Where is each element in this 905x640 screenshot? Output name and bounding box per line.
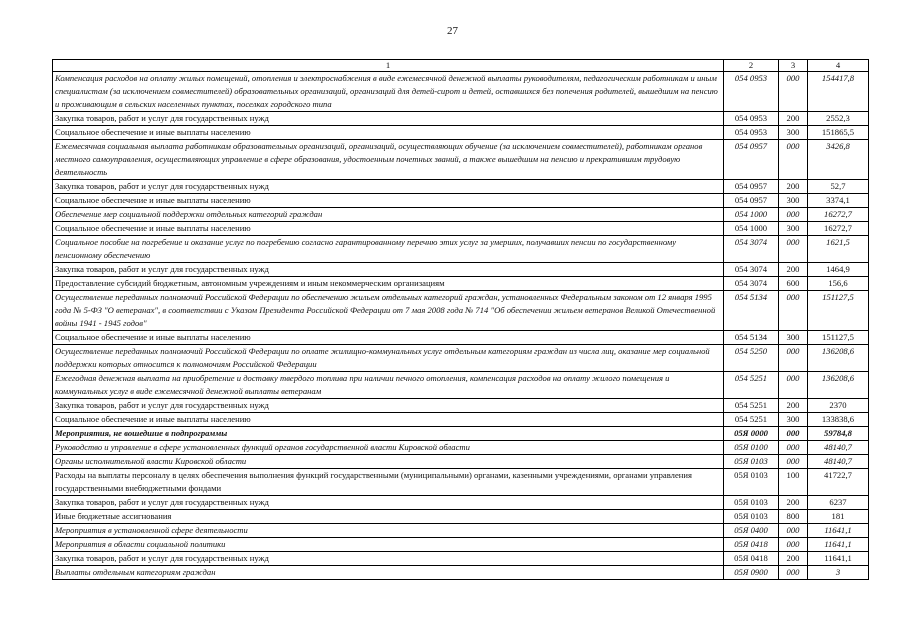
row-expense-type: 200 [779,263,808,277]
row-name: Социальное обеспечение и иные выплаты населению [53,194,724,208]
row-amount: 48140,7 [808,441,869,455]
row-expense-type: 200 [779,399,808,413]
row-amount: 11641,1 [808,538,869,552]
row-amount: 11641,1 [808,552,869,566]
row-expense-type: 000 [779,72,808,112]
table-row [53,277,869,291]
row-target-code: 054 3074 [724,277,779,291]
row-amount: 133838,6 [808,413,869,427]
table-row [53,140,869,180]
table-row [53,72,869,112]
row-name: Социальное пособие на погребение и оказание услуг по погребению согласно гарантированному перечню этих услуг за умерших, получавших пенсии по государственному пенсионному обеспечению [53,236,724,263]
row-expense-type: 000 [779,345,808,372]
table-row [53,469,869,496]
row-amount: 151127,5 [808,331,869,345]
row-target-code: 054 5134 [724,291,779,331]
row-expense-type: 000 [779,291,808,331]
table-row [53,455,869,469]
row-expense-type: 000 [779,427,808,441]
column-number-name: 1 [53,60,724,72]
row-expense-type: 300 [779,126,808,140]
row-target-code: 054 5251 [724,372,779,399]
column-number-expense-type: 3 [779,60,808,72]
budget-table [52,59,869,580]
row-target-code: 05Я 0418 [724,538,779,552]
row-amount: 2552,3 [808,112,869,126]
row-name: Обеспечение мер социальной поддержки отдельных категорий граждан [53,208,724,222]
column-number-amount: 4 [808,60,869,72]
row-target-code: 05Я 0100 [724,441,779,455]
row-amount: 2370 [808,399,869,413]
table-row [53,441,869,455]
row-expense-type: 200 [779,496,808,510]
row-target-code: 054 5134 [724,331,779,345]
table-row [53,126,869,140]
row-name: Руководство и управление в сфере установленных функций органов государственной власти Кировской области [53,441,724,455]
row-name: Закупка товаров, работ и услуг для государственных нужд [53,399,724,413]
row-expense-type: 000 [779,566,808,580]
row-expense-type: 000 [779,236,808,263]
row-name: Компенсация расходов на оплату жилых помещений, отопления и электроснабжения в виде ежемесячной денежной выплаты руководителям, педагогическим работникам и иным специалистам (за исключением совместителей) образовательных организаций, организаций для детей-сирот и детей, оставшихся без попечения родителей, вышедшим на пенсию и проживающим в сельских населенных пунктах, поселках городского типа [53,72,724,112]
row-expense-type: 800 [779,510,808,524]
row-name: Расходы на выплаты персоналу в целях обеспечения выполнения функций государственными (муниципальными) органами, казенными учреждениями, органами управления государственными внебюджетными фондами [53,469,724,496]
row-target-code: 054 0957 [724,180,779,194]
table-row [53,263,869,277]
row-expense-type: 200 [779,180,808,194]
row-target-code: 054 0953 [724,112,779,126]
row-expense-type: 600 [779,277,808,291]
row-amount: 48140,7 [808,455,869,469]
row-expense-type: 000 [779,140,808,180]
row-name: Мероприятия в области социальной политики [53,538,724,552]
row-amount: 3374,1 [808,194,869,208]
row-target-code: 054 0953 [724,72,779,112]
row-name: Социальное обеспечение и иные выплаты населению [53,331,724,345]
row-target-code: 05Я 0103 [724,455,779,469]
row-target-code: 054 0953 [724,126,779,140]
row-target-code: 05Я 0400 [724,524,779,538]
table-row [53,427,869,441]
row-name: Ежемесячная социальная выплата работникам образовательных организаций, организаций, осуществляющих обучение (за исключением совместителей), работникам органов местного самоуправления, осуществляющих управление в сфере образования, удостоенным почетных званий, а также вышедшим на пенсию и прекратившим трудовую деятельность [53,140,724,180]
row-name: Выплаты отдельным категориям граждан [53,566,724,580]
row-name: Мероприятия, не вошедшие в подпрограммы [53,427,724,441]
row-name: Закупка товаров, работ и услуг для государственных нужд [53,263,724,277]
row-amount: 1621,5 [808,236,869,263]
table-row [53,399,869,413]
table-row [53,291,869,331]
table-row [53,222,869,236]
row-amount: 11641,1 [808,524,869,538]
row-amount: 41722,7 [808,469,869,496]
row-expense-type: 000 [779,455,808,469]
row-target-code: 054 1000 [724,208,779,222]
row-target-code: 054 3074 [724,236,779,263]
table-row [53,566,869,580]
row-target-code: 05Я 0103 [724,510,779,524]
row-amount: 151127,5 [808,291,869,331]
row-target-code: 05Я 0900 [724,566,779,580]
row-name: Социальное обеспечение и иные выплаты населению [53,126,724,140]
table-row [53,413,869,427]
table-row [53,372,869,399]
table-row [53,331,869,345]
row-expense-type: 300 [779,222,808,236]
row-amount: 3 [808,566,869,580]
table-row [53,510,869,524]
row-name: Мероприятия в установленной сфере деятельности [53,524,724,538]
row-amount: 151865,5 [808,126,869,140]
row-amount: 3426,8 [808,140,869,180]
row-name: Осуществление переданных полномочий Российской Федерации по обеспечению жильем отдельных категорий граждан, установленных Федеральным законом от 12 января 1995 года № 5-ФЗ "О ветеранах", в соответствии с Указом Президента Российской Федерации от 7 мая 2008 года № 714 "Об обеспечении жильем ветеранов Великой Отечественной войны 1941 - 1945 годов" [53,291,724,331]
row-name: Закупка товаров, работ и услуг для государственных нужд [53,112,724,126]
row-amount: 52,7 [808,180,869,194]
row-name: Органы исполнительной власти Кировской области [53,455,724,469]
row-expense-type: 100 [779,469,808,496]
row-target-code: 054 5250 [724,345,779,372]
column-number-code: 2 [724,60,779,72]
row-amount: 136208,6 [808,345,869,372]
row-target-code: 05Я 0418 [724,552,779,566]
row-expense-type: 300 [779,331,808,345]
row-name: Закупка товаров, работ и услуг для государственных нужд [53,180,724,194]
row-target-code: 054 3074 [724,263,779,277]
row-amount: 16272,7 [808,208,869,222]
row-name: Закупка товаров, работ и услуг для государственных нужд [53,552,724,566]
table-row [53,208,869,222]
row-expense-type: 000 [779,524,808,538]
table-row [53,524,869,538]
row-expense-type: 200 [779,112,808,126]
row-expense-type: 000 [779,372,808,399]
row-target-code: 054 0957 [724,194,779,208]
row-amount: 1464,9 [808,263,869,277]
table-row [53,496,869,510]
row-amount: 6237 [808,496,869,510]
row-target-code: 054 5251 [724,413,779,427]
row-name: Иные бюджетные ассигнования [53,510,724,524]
row-amount: 16272,7 [808,222,869,236]
row-name: Социальное обеспечение и иные выплаты населению [53,413,724,427]
row-expense-type: 300 [779,194,808,208]
row-amount: 136208,6 [808,372,869,399]
table-body [53,72,869,580]
row-name: Закупка товаров, работ и услуг для государственных нужд [53,496,724,510]
table-row [53,236,869,263]
table-row [53,180,869,194]
row-name: Социальное обеспечение и иные выплаты населению [53,222,724,236]
row-target-code: 054 1000 [724,222,779,236]
table-row [53,112,869,126]
row-amount: 181 [808,510,869,524]
row-amount: 154417,8 [808,72,869,112]
row-target-code: 05Я 0103 [724,496,779,510]
table-row [53,552,869,566]
column-number-row [53,60,869,72]
page-number: 27 [447,25,458,37]
table-row [53,538,869,552]
row-name: Предоставление субсидий бюджетным, автономным учреждениям и иным некоммерческим организациям [53,277,724,291]
row-expense-type: 000 [779,208,808,222]
row-target-code: 05Я 0000 [724,427,779,441]
row-target-code: 05Я 0103 [724,469,779,496]
row-amount: 156,6 [808,277,869,291]
row-expense-type: 200 [779,552,808,566]
row-target-code: 054 0957 [724,140,779,180]
row-expense-type: 000 [779,538,808,552]
table-row [53,345,869,372]
row-name: Ежегодная денежная выплата на приобретение и доставку твердого топлива при наличии печного отопления, компенсация расходов на оплату жилого помещения и коммунальных услуг в виде ежемесячной денежной выплаты ветеранам [53,372,724,399]
table-row [53,194,869,208]
row-target-code: 054 5251 [724,399,779,413]
row-amount: 59784,8 [808,427,869,441]
row-expense-type: 000 [779,441,808,455]
row-expense-type: 300 [779,413,808,427]
row-name: Осуществление переданных полномочий Российской Федерации по оплате жилищно-коммунальных услуг отдельным категориям граждан из числа лиц, оказание мер социальной поддержки которых относится к полномочиям Российской Федерации [53,345,724,372]
